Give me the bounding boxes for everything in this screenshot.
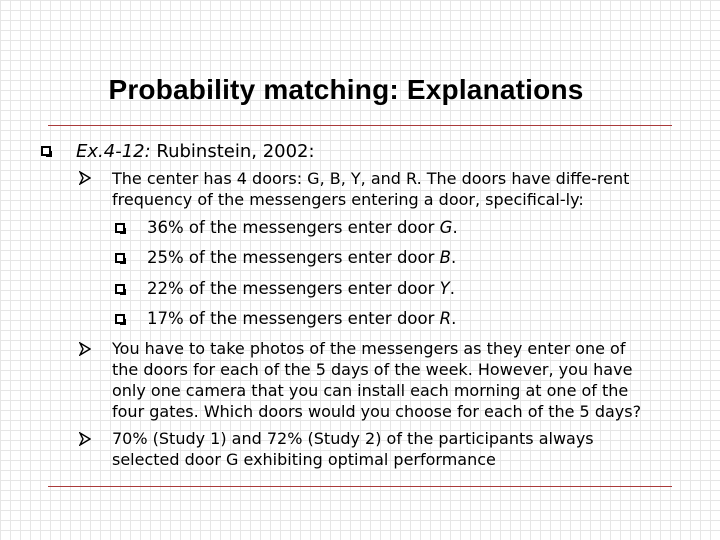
door-item xyxy=(147,279,455,298)
bullet-2-text xyxy=(112,338,641,422)
checkbox-bullet-icon xyxy=(115,314,125,324)
door-end: . xyxy=(450,248,457,267)
door-text: of the messengers enter door xyxy=(183,279,440,298)
bullet-2-line-1: You have to take photos of the messengers as they enter one of xyxy=(112,339,626,358)
example-label: Ex.4-12: xyxy=(76,141,151,162)
checkbox-bullet-icon xyxy=(115,253,125,263)
door-pct: 17% xyxy=(147,309,184,328)
door-pct: 22% xyxy=(147,279,184,298)
door-letter: B xyxy=(439,248,451,267)
door-end: . xyxy=(452,218,458,237)
door-item xyxy=(147,218,458,237)
slide-title: Probability matching: Explanations xyxy=(108,74,584,105)
arrow-bullet-icon xyxy=(79,342,91,356)
door-text: of the messengers enter door xyxy=(183,248,440,267)
example-heading xyxy=(76,141,315,162)
door-text: of the messengers enter door xyxy=(183,309,440,328)
door-pct: 36% xyxy=(147,218,184,237)
door-text: of the messengers enter door xyxy=(183,218,440,237)
title-divider xyxy=(48,125,672,126)
bullet-3-line-2: selected door G exhibiting optimal performance xyxy=(112,450,496,469)
door-letter: G xyxy=(439,218,453,237)
door-letter: R xyxy=(439,309,452,328)
checkbox-bullet-icon xyxy=(115,284,125,294)
bullet-1-text xyxy=(112,168,629,210)
bullet-3-text xyxy=(112,428,594,470)
door-end: . xyxy=(451,309,457,328)
footer-divider xyxy=(48,486,672,487)
arrow-bullet-icon xyxy=(79,432,91,446)
bullet-2-line-4: four gates. Which doors would you choose for each of the 5 days? xyxy=(112,402,642,421)
bullet-2-line-2: the doors for each of the 5 days of the week. However, you have xyxy=(112,360,633,379)
checkbox-bullet-icon xyxy=(41,146,51,156)
arrow-bullet-icon xyxy=(79,171,91,185)
door-item xyxy=(147,309,456,328)
door-item xyxy=(147,248,456,267)
bullet-1-line-2: frequency of the messengers entering a door, specifical-ly: xyxy=(112,190,584,209)
example-source: Rubinstein, 2002: xyxy=(150,141,315,162)
bullet-3-line-1: 70% (Study 1) and 72% (Study 2) of the participants always xyxy=(112,429,594,448)
checkbox-bullet-icon xyxy=(115,223,125,233)
door-letter: Y xyxy=(439,279,450,298)
door-pct: 25% xyxy=(147,248,184,267)
bullet-2-line-3: only one camera that you can install each morning at one of the xyxy=(112,381,629,400)
door-end: . xyxy=(449,279,455,298)
bullet-1-line-1: The center has 4 doors: G, B, Y, and R. The doors have diffe-rent xyxy=(112,169,630,188)
